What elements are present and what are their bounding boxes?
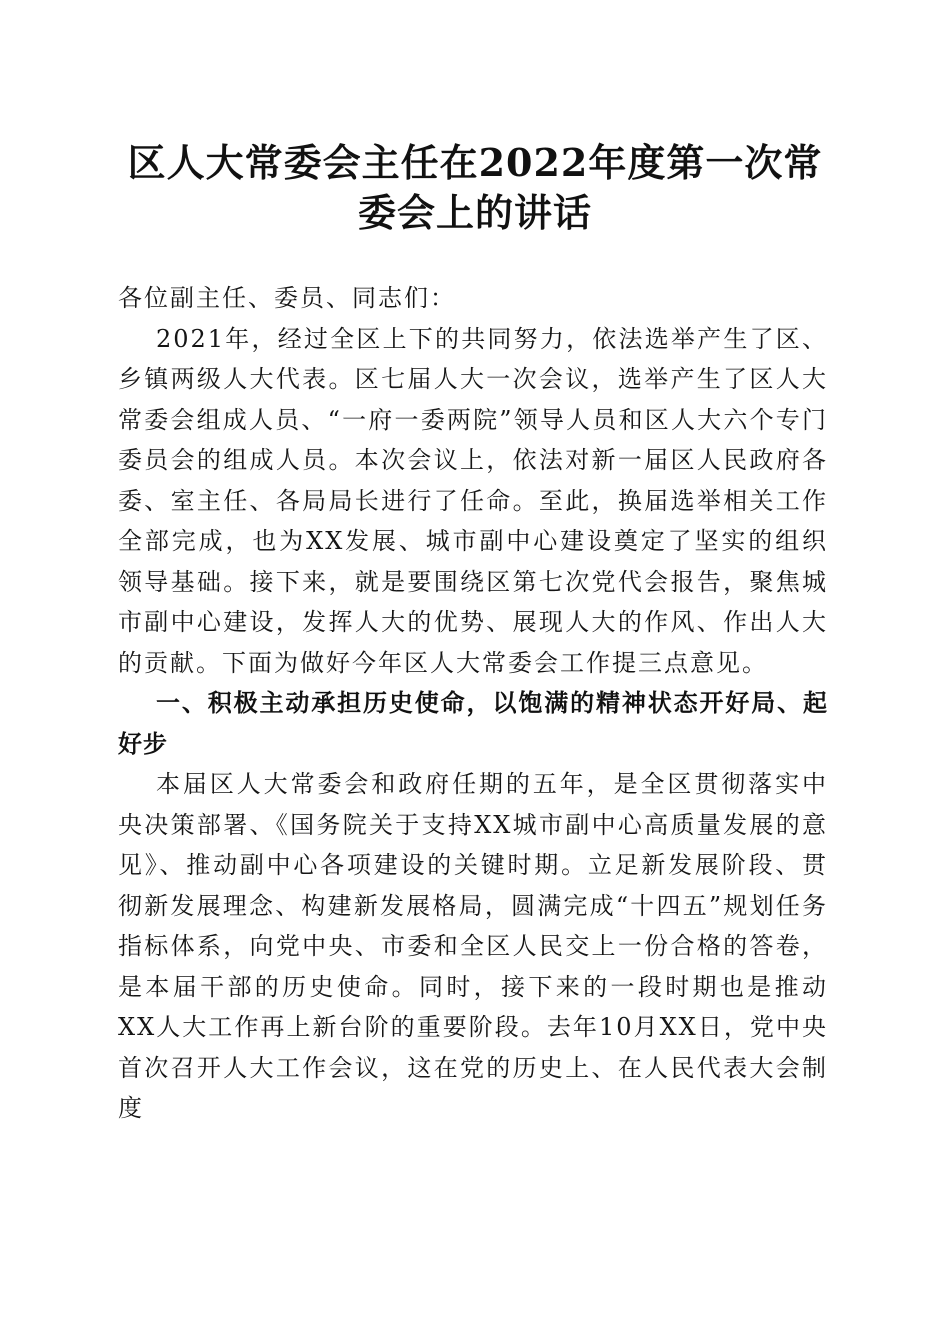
paragraph-intro: 2021年，经过全区上下的共同努力，依法选举产生了区、乡镇两级人大代表。区七届人大一次会议，选举产生了区人大常委会组成人员、“一府一委两院”领导人员和区人大六个专门委员会的组成人员。本次会议上，依法对新一届区人民政府各委、室主任、各局局长进行了任命。至此，换届选举相关工作全部完成，也为XX发展、城市副中心建设奠定了坚实的组织领导基础。接下来，就是要围绕区第七次党代会报告，聚焦城市副中心建设，发挥人大的优势、展现人大的作风、作出人大的贡献。下面为做好今年区人大常委会工作提三点意见。	[118, 324, 828, 677]
section-heading-1: 一、积极主动承担历史使命，以饱满的精神状态开好局、起好步	[118, 689, 828, 758]
salutation: 各位副主任、委员、同志们：	[118, 284, 456, 312]
paragraph-section-1: 本届区人大常委会和政府任期的五年，是全区贯彻落实中央决策部署、《国务院关于支持XX城市副中心高质量发展的意见》、推动副中心各项建设的关键时期。立足新发展阶段、贯彻新发展理念、构建新发展格局，圆满完成“十四五”规划任务指标体系，向党中央、市委和全区人民交上一份合格的答卷，是本届干部的历史使命。同时，接下来的一段时期也是推动XX人大工作再上新台阶的重要阶段。去年10月XX日，党中央首次召开人大工作会议，这在党的历史上、在人民代表大会制度	[118, 770, 828, 1122]
document-body	[118, 278, 828, 1129]
document-title: 区人大常委会主任在2022年度第一次常委会上的讲话	[127, 140, 823, 235]
